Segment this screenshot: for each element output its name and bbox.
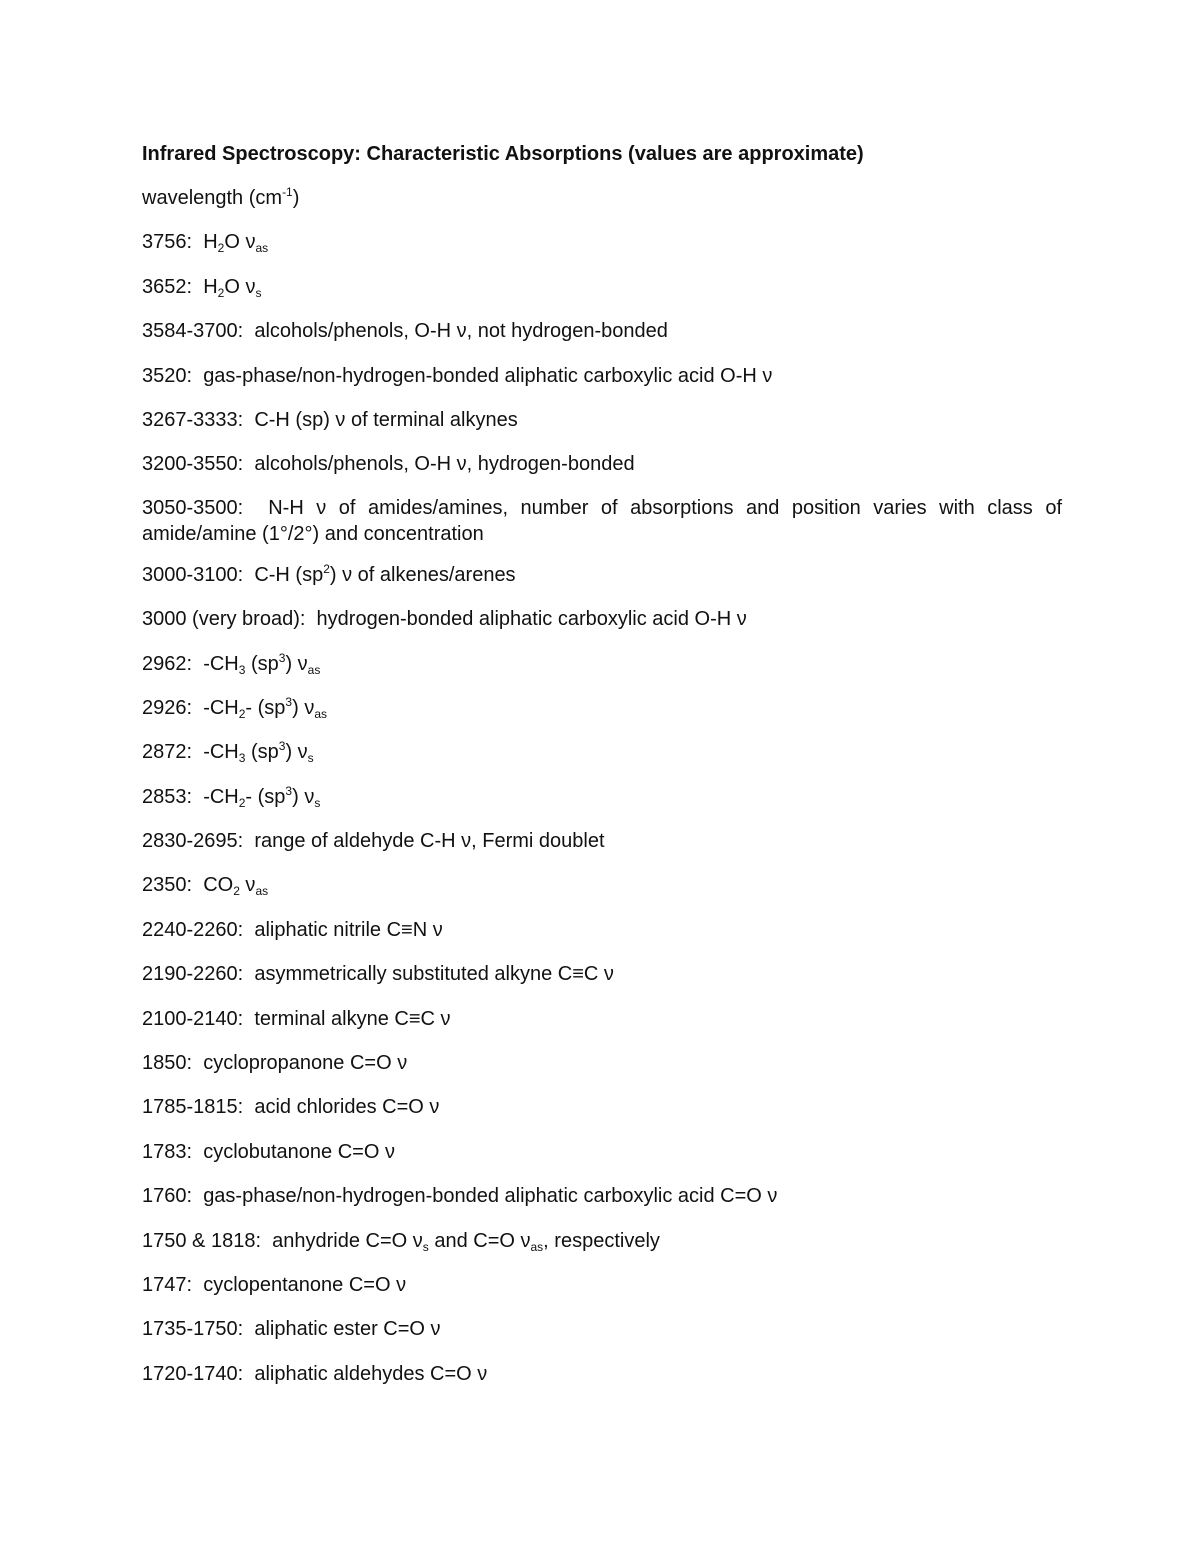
absorption-wavenumber: 3000 (very broad): bbox=[142, 608, 306, 631]
absorption-description bbox=[203, 694, 328, 721]
absorption-description bbox=[203, 231, 269, 256]
absorption-entry bbox=[142, 406, 1062, 434]
description-subscript: 2 bbox=[238, 795, 246, 810]
description-subscript: 2 bbox=[217, 285, 225, 300]
description-subscript: s bbox=[307, 751, 314, 766]
absorption-wavenumber: 2190-2260: bbox=[142, 963, 244, 986]
absorption-description bbox=[203, 739, 314, 766]
description-text: N-H ν of amides/amines, number of absorptions and position varies with class of amide/amine (1°/2°) and concentration bbox=[142, 496, 1062, 545]
absorption-list bbox=[142, 228, 1062, 1387]
wavelength-label-close: ) bbox=[292, 187, 300, 209]
absorption-wavenumber: 3200-3550: bbox=[142, 453, 244, 476]
document-title: Infrared Spectroscopy: Characteristic Absorptions (values are approximate) bbox=[142, 143, 864, 165]
absorption-wavenumber: 1747: bbox=[142, 1273, 193, 1296]
description-subscript: as bbox=[307, 662, 321, 677]
wavelength-header bbox=[142, 184, 1062, 212]
absorption-wavenumber: 3756: bbox=[142, 231, 193, 254]
description-text: alcohols/phenols, O-H ν, hydrogen-bonded bbox=[254, 453, 635, 476]
description-subscript: s bbox=[255, 285, 262, 300]
absorption-description bbox=[254, 1008, 450, 1030]
description-subscript: as bbox=[255, 241, 269, 256]
description-text: asymmetrically substituted alkyne C≡C ν bbox=[254, 963, 614, 986]
description-text: H bbox=[203, 231, 218, 254]
description-text: C-H (sp) ν of terminal alkynes bbox=[254, 408, 518, 431]
description-text: C-H (sp bbox=[254, 563, 324, 586]
absorption-entry bbox=[142, 605, 1062, 633]
description-text: - (sp bbox=[245, 696, 286, 719]
absorption-description bbox=[254, 1096, 439, 1118]
description-superscript: 2 bbox=[323, 561, 330, 576]
description-subscript: s bbox=[422, 1239, 429, 1254]
absorption-entry bbox=[142, 871, 1062, 899]
absorption-wavenumber: 2240-2260: bbox=[142, 918, 244, 941]
absorption-entry bbox=[142, 738, 1062, 766]
description-text: terminal alkyne C≡C ν bbox=[254, 1007, 451, 1030]
absorption-wavenumber: 1850: bbox=[142, 1052, 193, 1075]
description-superscript: 3 bbox=[278, 650, 286, 665]
description-superscript: 3 bbox=[285, 694, 293, 709]
absorption-wavenumber: 2853: bbox=[142, 785, 193, 808]
description-text: ) ν bbox=[292, 785, 315, 808]
description-text: alcohols/phenols, O-H ν, not hydrogen-bonded bbox=[254, 320, 668, 343]
absorption-description bbox=[254, 830, 604, 852]
description-text: (sp bbox=[245, 652, 279, 675]
description-text: O ν bbox=[224, 275, 256, 298]
absorption-entry bbox=[142, 561, 1062, 589]
description-text: (sp bbox=[245, 741, 279, 764]
description-text: CO bbox=[203, 874, 234, 897]
absorption-description bbox=[203, 650, 321, 677]
absorption-wavenumber: 3652: bbox=[142, 275, 193, 298]
absorption-wavenumber: 1735-1750: bbox=[142, 1318, 244, 1341]
absorption-description bbox=[203, 1185, 777, 1207]
absorption-entry bbox=[142, 1315, 1062, 1343]
description-text: hydrogen-bonded aliphatic carboxylic acid O-H ν bbox=[316, 608, 747, 631]
description-text: , respectively bbox=[543, 1229, 660, 1252]
absorption-entry bbox=[142, 1271, 1062, 1299]
description-superscript: 3 bbox=[278, 739, 286, 754]
description-subscript: 3 bbox=[238, 751, 246, 766]
absorption-description bbox=[272, 1230, 660, 1252]
absorption-entry bbox=[142, 1227, 1062, 1255]
absorption-entry bbox=[142, 960, 1062, 988]
absorption-wavenumber: 2830-2695: bbox=[142, 830, 244, 853]
description-subscript: 2 bbox=[238, 706, 246, 721]
absorption-entry bbox=[142, 916, 1062, 944]
description-text: -CH bbox=[203, 741, 239, 764]
absorption-description bbox=[142, 497, 1062, 545]
description-subscript: as bbox=[314, 706, 328, 721]
description-subscript: 2 bbox=[233, 884, 240, 899]
description-text: range of aldehyde C-H ν, Fermi doublet bbox=[254, 830, 605, 853]
absorption-entry bbox=[142, 450, 1062, 478]
description-text: gas-phase/non-hydrogen-bonded aliphatic carboxylic acid C=O ν bbox=[203, 1185, 778, 1208]
absorption-description bbox=[254, 453, 634, 475]
description-text: aliphatic aldehydes C=O ν bbox=[254, 1362, 488, 1385]
absorption-wavenumber: 3267-3333: bbox=[142, 408, 244, 431]
absorption-description bbox=[203, 1274, 406, 1296]
document-body bbox=[142, 140, 1062, 1404]
description-text: cyclopentanone C=O ν bbox=[203, 1273, 407, 1296]
absorption-description bbox=[203, 1052, 407, 1074]
absorption-description bbox=[317, 608, 747, 630]
absorption-wavenumber: 2926: bbox=[142, 696, 193, 719]
description-text: gas-phase/non-hydrogen-bonded aliphatic carboxylic acid O-H ν bbox=[203, 364, 773, 387]
description-text: anhydride C=O ν bbox=[272, 1229, 423, 1252]
description-text: O ν bbox=[224, 231, 256, 254]
absorption-entry bbox=[142, 694, 1062, 722]
absorption-entry bbox=[142, 1049, 1062, 1077]
absorption-wavenumber: 3050-3500: bbox=[142, 496, 244, 519]
description-text: cyclopropanone C=O ν bbox=[203, 1052, 408, 1075]
absorption-wavenumber: 3520: bbox=[142, 364, 193, 387]
description-text: cyclobutanone C=O ν bbox=[203, 1140, 395, 1163]
absorption-wavenumber: 1783: bbox=[142, 1140, 193, 1163]
absorption-entry bbox=[142, 495, 1062, 547]
absorption-wavenumber: 1720-1740: bbox=[142, 1362, 244, 1385]
description-text: ) ν bbox=[292, 696, 315, 719]
absorption-description bbox=[254, 409, 517, 431]
description-text: ν bbox=[239, 874, 256, 897]
absorption-description bbox=[203, 1141, 395, 1163]
absorption-description bbox=[254, 1318, 440, 1340]
description-text: aliphatic nitrile C≡N ν bbox=[254, 918, 443, 941]
absorption-description bbox=[203, 276, 261, 298]
absorption-wavenumber: 2872: bbox=[142, 741, 193, 764]
description-subscript: 3 bbox=[238, 662, 246, 677]
absorption-description bbox=[254, 320, 668, 342]
description-text: -CH bbox=[203, 696, 239, 719]
description-subscript: 2 bbox=[217, 241, 225, 256]
description-text: and C=O ν bbox=[428, 1229, 531, 1252]
absorption-entry bbox=[142, 228, 1062, 256]
description-text: - (sp bbox=[245, 785, 286, 808]
absorption-entry bbox=[142, 1093, 1062, 1121]
description-text: -CH bbox=[203, 785, 239, 808]
description-text: ) ν bbox=[285, 652, 308, 675]
description-text: acid chlorides C=O ν bbox=[254, 1096, 440, 1119]
description-subscript: as bbox=[255, 884, 269, 899]
absorption-wavenumber: 1750 & 1818: bbox=[142, 1229, 261, 1252]
absorption-description bbox=[254, 963, 614, 985]
absorption-entry bbox=[142, 317, 1062, 345]
absorption-description bbox=[254, 561, 516, 586]
absorption-entry bbox=[142, 650, 1062, 678]
absorption-description bbox=[254, 919, 442, 941]
description-text: aliphatic ester C=O ν bbox=[254, 1318, 441, 1341]
absorption-entry bbox=[142, 1005, 1062, 1033]
absorption-entry bbox=[142, 1138, 1062, 1166]
description-subscript: s bbox=[314, 795, 321, 810]
description-text: -CH bbox=[203, 652, 239, 675]
absorption-entry bbox=[142, 362, 1062, 390]
absorption-wavenumber: 2962: bbox=[142, 652, 193, 675]
absorption-wavenumber: 1760: bbox=[142, 1185, 193, 1208]
absorption-description bbox=[203, 365, 772, 387]
absorption-wavenumber: 1785-1815: bbox=[142, 1096, 244, 1119]
wavelength-unit-exponent: -1 bbox=[282, 185, 293, 199]
description-text: ) ν of alkenes/arenes bbox=[329, 563, 516, 586]
absorption-entry bbox=[142, 827, 1062, 855]
absorption-description bbox=[203, 783, 321, 810]
absorption-entry bbox=[142, 273, 1062, 301]
description-subscript: as bbox=[530, 1239, 544, 1254]
absorption-wavenumber: 2100-2140: bbox=[142, 1007, 244, 1030]
absorption-description bbox=[203, 874, 269, 899]
absorption-wavenumber: 3584-3700: bbox=[142, 320, 244, 343]
absorption-entry bbox=[142, 783, 1062, 811]
description-text: ) ν bbox=[285, 741, 308, 764]
absorption-wavenumber: 3000-3100: bbox=[142, 563, 244, 586]
absorption-entry bbox=[142, 1182, 1062, 1210]
wavelength-label: wavelength (cm bbox=[142, 187, 283, 209]
description-superscript: 3 bbox=[285, 783, 293, 798]
description-text: H bbox=[203, 275, 218, 298]
absorption-description bbox=[254, 1363, 487, 1385]
absorption-entry bbox=[142, 1360, 1062, 1388]
absorption-wavenumber: 2350: bbox=[142, 874, 193, 897]
